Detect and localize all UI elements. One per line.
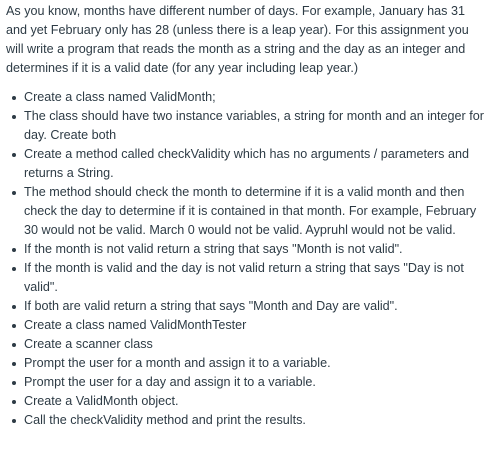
list-item: If the month is valid and the day is not valid return a string that says "Day is not valid". [6, 259, 487, 297]
intro-paragraph: As you know, months have different number of days. For example, January has 31 and yet February only has 28 (unless there is a leap year). For this assignment you will write a program that reads the month as a string and the day as an integer and determines if it is a valid date (for any year including leap year.) [6, 4, 469, 75]
list-item: Call the checkValidity method and print the results. [6, 411, 487, 430]
list-item: Create a class named ValidMonth; [6, 88, 487, 107]
list-item: Prompt the user for a month and assign it to a variable. [6, 354, 487, 373]
list-item: Create a class named ValidMonthTester [6, 316, 487, 335]
list-item: Create a ValidMonth object. [6, 392, 487, 411]
list-item: Create a scanner class [6, 335, 487, 354]
list-item: The method should check the month to determine if it is a valid month and then check the day to determine if it is contained in that month. For example, February 30 would not be valid. March 0 would not be valid. Aypruhl would not be valid. [6, 183, 487, 240]
list-item: If the month is not valid return a string that says "Month is not valid". [6, 240, 487, 259]
list-item: The class should have two instance variables, a string for month and an integer for day. Create both [6, 107, 487, 145]
list-item: If both are valid return a string that says "Month and Day are valid". [6, 297, 487, 316]
requirements-list [6, 88, 487, 430]
list-item: Create a method called checkValidity which has no arguments / parameters and returns a String. [6, 145, 487, 183]
list-item: Prompt the user for a day and assign it to a variable. [6, 373, 487, 392]
